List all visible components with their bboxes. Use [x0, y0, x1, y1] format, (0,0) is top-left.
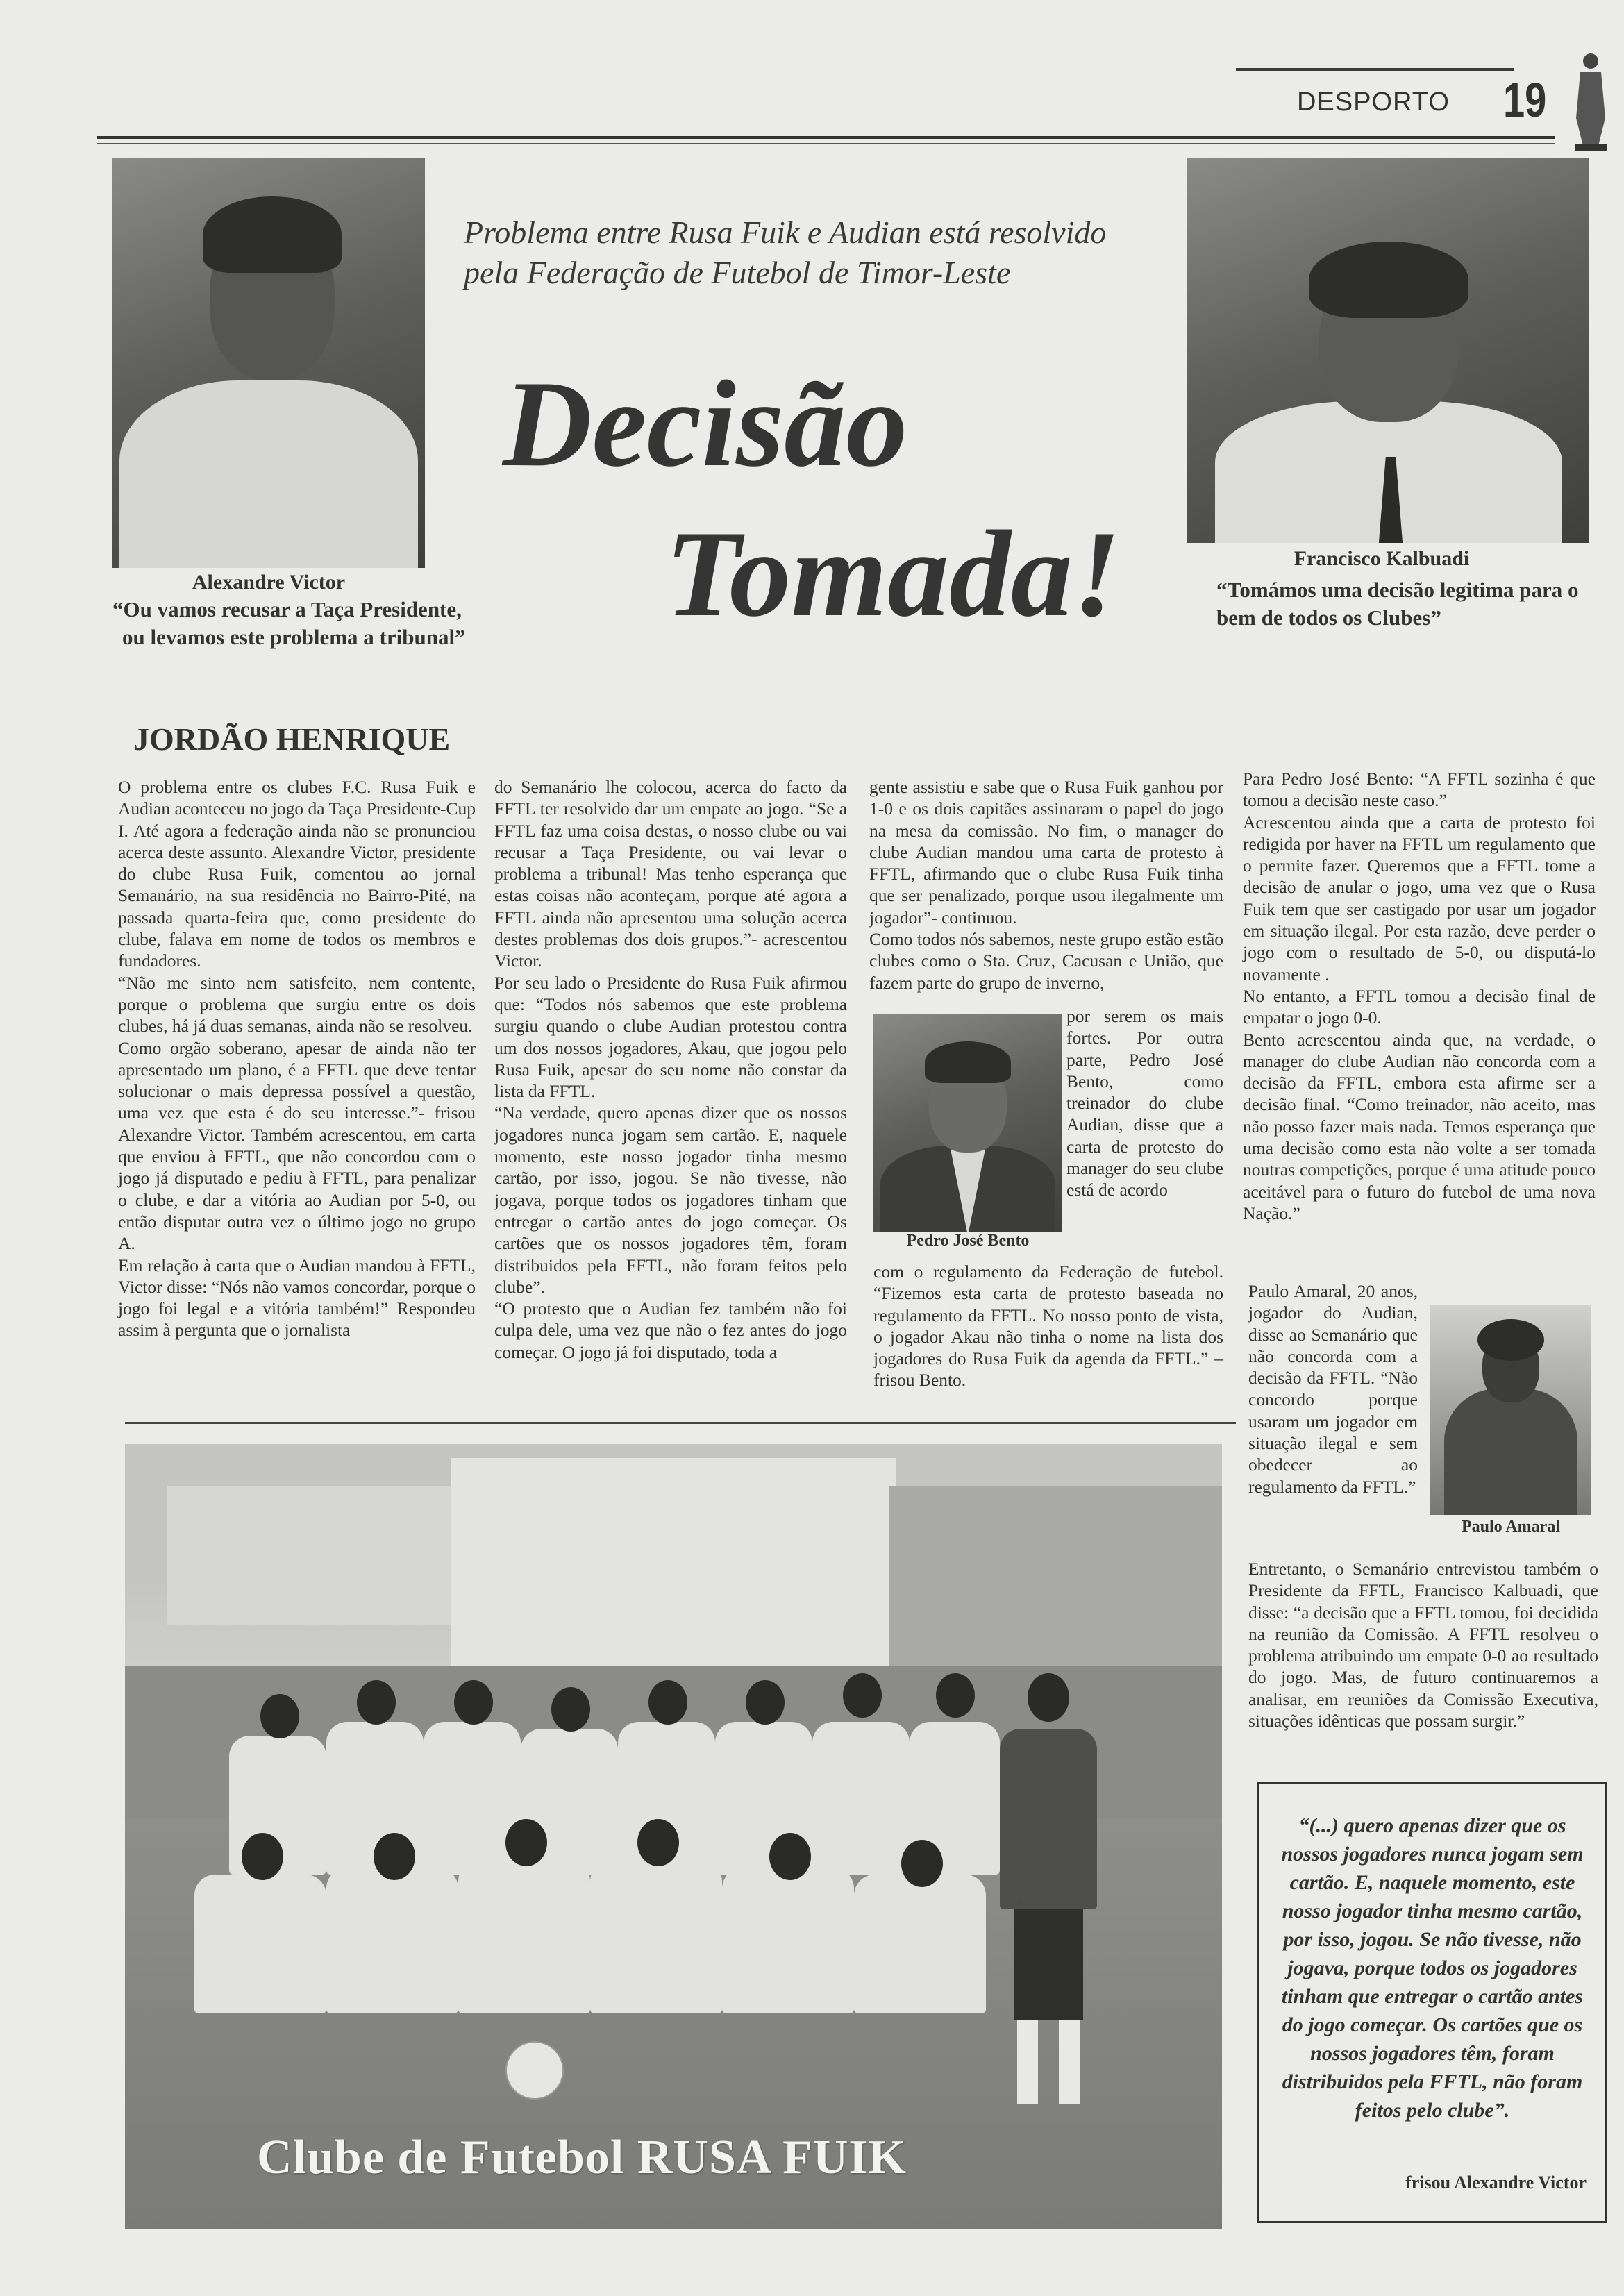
- pull-quote-text: “(...) quero apenas dizer que os nossos jogadores nunca jogam sem cartão. E, naquele momento, este nosso jogador tinha mesmo cartão, por isso, jogou. Se não tivesse, não jogava, porque todos os jogadores tinham que entregar o cartão antes do jogo começar. Os cartões que os nossos jogadores têm, foram distribuidos pela FFTL, não foram feitos pelo clube”.: [1281, 1814, 1584, 2122]
- header-rule: [97, 136, 1555, 139]
- kicker-line-2: pela Federação de Futebol de Timor-Leste: [464, 255, 1011, 290]
- section-label: DESPORTO: [1297, 87, 1450, 117]
- kicker-line-1: Problema entre Rusa Fuik e Audian está resolvido: [464, 215, 1107, 250]
- football-icon: [505, 2041, 564, 2100]
- alexandre-victor-photo: [112, 158, 425, 568]
- pedro-jose-bento-photo: [873, 1014, 1062, 1232]
- col2-paragraph: Por seu lado o Presidente do Rusa Fuik afirmou que: “Todos nós sabemos que este problema surgiu quando o clube Audian protestou contra um dos nossos jogadores, Akau, que jogou pelo Rusa Fuik, apesar do seu nome não constar da lista da FFTL.: [494, 972, 847, 1102]
- francisco-kalbuadi-photo: [1187, 158, 1589, 543]
- pull-quote-attribution: frisou Alexandre Victor: [1405, 2172, 1587, 2193]
- article-column-3-wrap: por serem os mais fortes. Por outra parte, Pedro José Bento, como treinador do clube Audian, disse que a carta de protesto do manager do seu clube está de acordo: [1066, 1006, 1223, 1200]
- alexandre-victor-quote-2: ou levamos este problema a tribunal”: [122, 625, 466, 649]
- col1-paragraph: Como orgão soberano, apesar de ainda não ter apresentado um plano, é a FFTL que deve tentar solucionar o mais depressa possível a questão, uma vez que esta é do seu interesse.”- frisou Alexandre Victor. Também acrescentou, em carta que enviou à FFTL, que não concordou com o jogo já disputado e pediu à FFTL, para penalizar o clube, e dar a vitória ao Audian por 5-0, ou então disputar outra vez o último jogo no grupo A.: [118, 1037, 476, 1254]
- byline: JORDÃO HENRIQUE: [133, 721, 451, 757]
- headline-title-2: Tomada!: [665, 505, 1121, 642]
- col2-paragraph: “Na verdade, quero apenas dizer que os nossos jogadores nunca jogam sem cartão. E, naquele momento, este nosso jogador tinha mesmo cartão, por isso, jogou. Se não tivesse, não jogava, porque todos os jogadores tinham que entregar o cartão antes do jogo começar. Os cartões que os nossos jogadores têm, foram distribuidos pela FFTL, não foram feitos pelo clube”.: [494, 1103, 847, 1297]
- article-column-2: [494, 776, 847, 1363]
- team-photo: [125, 1444, 1222, 2229]
- col3-paragraph: gente assistiu e sabe que o Rusa Fuik ganhou por 1-0 e os dois capitães assinaram o papel do jogo na mesa da comissão. No fim, o manager do clube Audian mandou uma carta de protesto à FFTL, afirmando que o clube Rusa Fuik tinha que ser penalizado, porque usou ilegalmente um jogador”- continuou.: [869, 777, 1223, 928]
- statue-icon: [1571, 49, 1611, 153]
- francisco-kalbuadi-quote-2: bem de todos os Clubes”: [1216, 605, 1441, 630]
- article-column-3-bottom: com o regulamento da Federação de futebol. “Fizemos esta carta de protesto baseada no regulamento da FFTL. No nosso ponto de vista, o jogador Akau não tinha o nome na lista dos jogadores do Rusa Fuik da agenda da FFTL.” – frisou Bento.: [873, 1262, 1223, 1391]
- article-column-1: [118, 776, 476, 1341]
- page-number: 19: [1503, 73, 1547, 127]
- article-column-3-top: [869, 776, 1223, 994]
- header-rule-thin: [97, 143, 1555, 144]
- paulo-amaral-name: Paulo Amaral: [1462, 1518, 1560, 1536]
- article-divider: [125, 1422, 1236, 1424]
- francisco-kalbuadi-name: Francisco Kalbuadi: [1294, 547, 1470, 570]
- col1-paragraph: “Não me sinto nem satisfeito, nem contente, porque o problema que surgiu entre os dois clubes, há já duas semanas, ainda não se resolveu.: [118, 972, 476, 1037]
- col3-paragraph: Como todos nós sabemos, neste grupo estão estão clubes como o Sta. Cruz, Cacusan e União, que fazem parte do grupo de inverno,: [869, 929, 1223, 993]
- col1-paragraph: Em relação à carta que o Audian mandou à FFTL, Victor disse: “Nós não vamos concordar, porque o jogo foi legal e a vitória também!” Respondeu assim à pergunta que o jornalista: [118, 1255, 476, 1341]
- alexandre-victor-name: Alexandre Victor: [192, 571, 346, 594]
- alexandre-victor-quote-1: “Ou vamos recusar a Taça Presidente,: [112, 597, 462, 621]
- article-column-4-bottom: Entretanto, o Semanário entrevistou também o Presidente da FFTL, Francisco Kalbuadi, que disse: “a decisão que a FFTL tomou, foi decidida na reunião da Comissão. A FFTL resolveu o problema atribuindo um empate 0-0 ao resultado do jogo. Mas, de futuro continuaremos a analisar, em reuniões da Comissão Executiva, situações idênticas que possam surgir.”: [1248, 1559, 1598, 1732]
- col4-paragraph: Acrescentou ainda que a carta de protesto foi redigida por haver na FFTL um regulamento que o permite fazer. Queremos que a FFTL tome a decisão de anular o jogo, uma vez que o Rusa Fuik tem que ser castigado por usar um jogador em situação ilegal. Por esta razão, deve perder o jogo com o resultado de 5-0, ou disputá-lo novamente .: [1243, 812, 1596, 984]
- paulo-amaral-photo: [1430, 1305, 1591, 1515]
- col4-paragraph: Bento acrescentou ainda que, na verdade, o manager do clube Audian não concorda com a decisão da FFTL, embora esta afirme ser a decisão final. “Como treinador, não aceito, mas não posso fazer mais nada. Temos esperança que uma decisão como esta não volte a ser tomada noutras competições, porque é uma atitude pouco aceitável para o futuro do futebol de uma nova Nação.”: [1243, 1029, 1596, 1223]
- col2-paragraph: “O protesto que o Audian fez também não foi culpa dele, uma vez que não o fez antes do jogo começar. O jogo já foi disputado, toda a: [494, 1298, 847, 1362]
- header-rule-short: [1236, 68, 1514, 71]
- pedro-jose-bento-name: Pedro José Bento: [906, 1232, 1030, 1250]
- article-column-4: [1243, 768, 1596, 1224]
- col1-paragraph: O problema entre os clubes F.C. Rusa Fuik e Audian aconteceu no jogo da Taça Presidente-Cup I. Até agora a federação ainda não se pronunciou acerca deste assunto. Alexandre Victor, presidente do clube Rusa Fuik, comentou ao jornal Semanário, na sua residência no Bairro-Pité, na passada quarta-feira que, como presidente do clube, falava em nome de todos os membros e fundadores.: [118, 777, 476, 971]
- col4-paragraph: Para Pedro José Bento: “A FFTL sozinha é que tomou a decisão neste caso.”: [1243, 769, 1596, 811]
- team-photo-caption: Clube de Futebol RUSA FUIK: [257, 2131, 907, 2184]
- col2-paragraph: do Semanário lhe colocou, acerca do facto da FFTL ter resolvido dar um empate ao jogo. “Se a FFTL faz uma coisa destas, o nosso clube ou vai recusar a Taça Presidente, ou vai levar o problema a tribunal! Mas tenho esperança que estas coisas não aconteçam, porque até agora a FFTL ainda não apresentou uma solução acerca destes problemas dos dois grupos.”- acrescentou Victor.: [494, 777, 847, 971]
- headline-title-1: Decisão: [503, 355, 908, 492]
- pull-quote-box: [1257, 1782, 1607, 2223]
- article-column-4-wrap: Paulo Amaral, 20 anos, jogador do Audian, disse ao Semanário que não concorda com a decisão da FFTL. “Não concordo porque usaram um jogador em situação ilegal e sem obedecer ao regulamento da FFTL.”: [1248, 1281, 1418, 1497]
- col4-paragraph: No entanto, a FFTL tomou a decisão final de empatar o jogo 0-0.: [1243, 985, 1596, 1028]
- francisco-kalbuadi-quote-1: “Tomámos uma decisão legitima para o: [1216, 578, 1579, 602]
